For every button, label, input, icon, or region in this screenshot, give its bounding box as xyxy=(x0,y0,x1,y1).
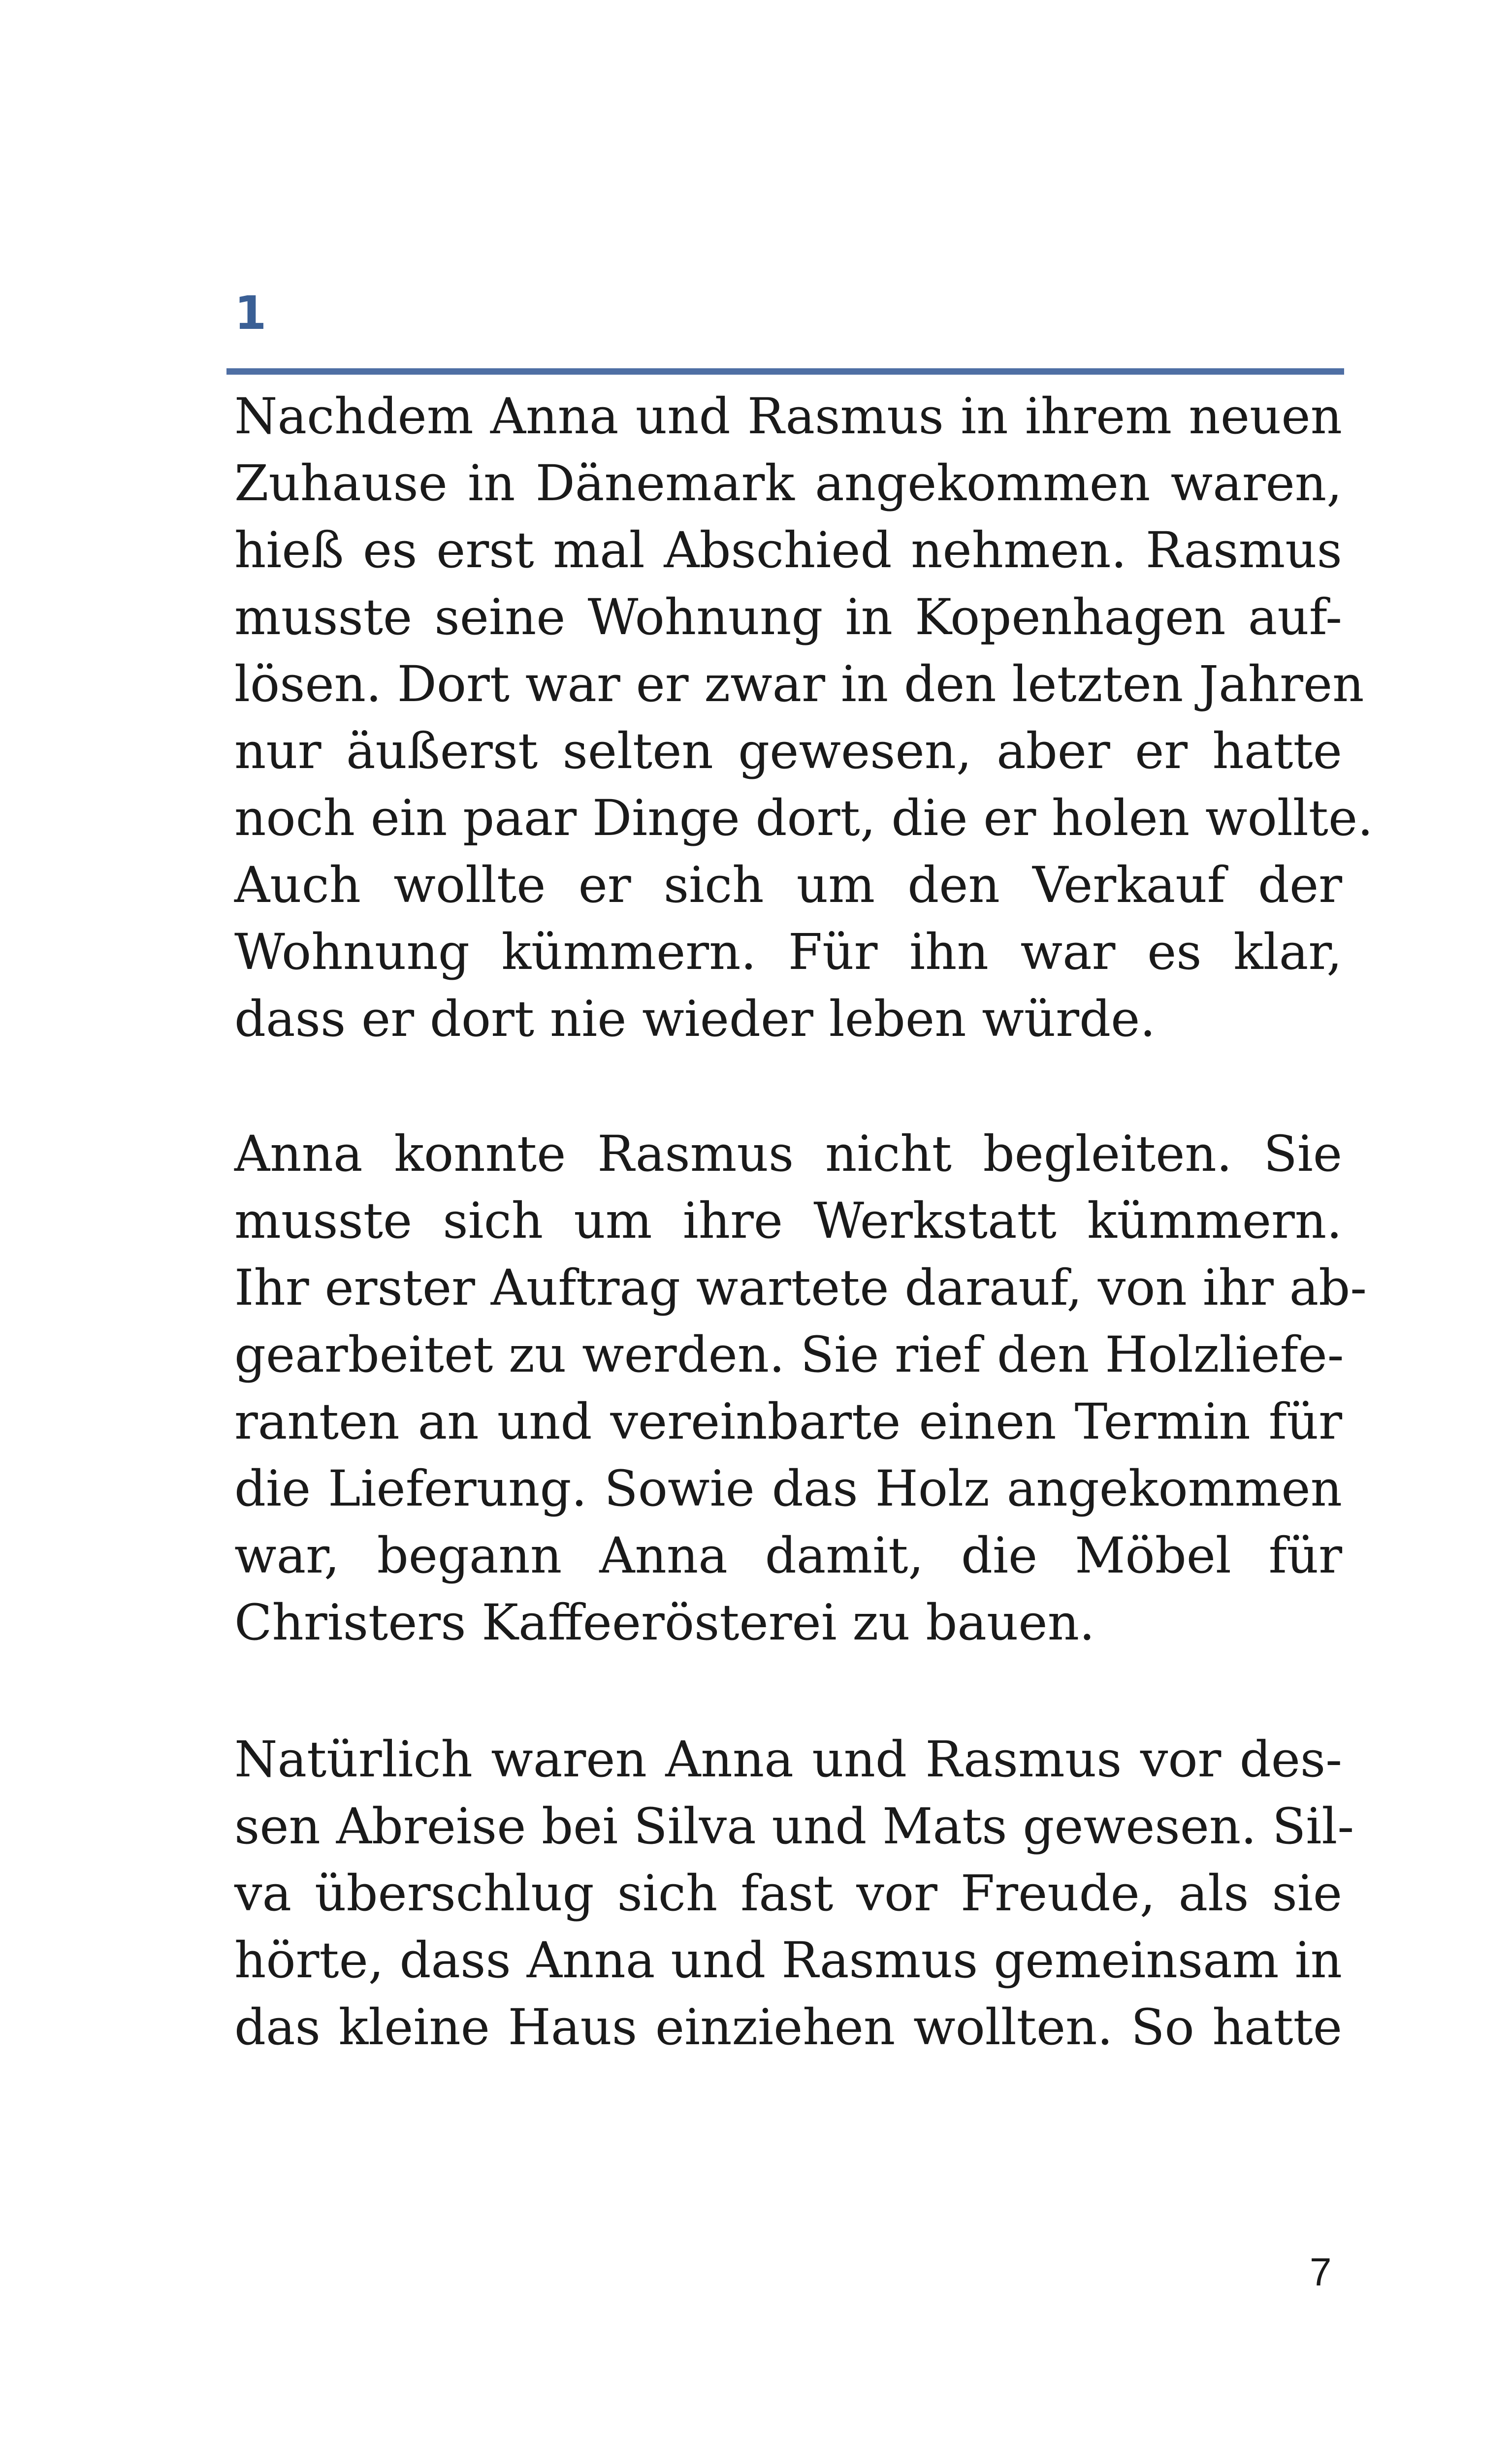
text-line: ranten an und vereinbarte einen Termin für xyxy=(234,1393,1342,1450)
text-line: gearbeitet zu werden. Sie rief den Holzliefe- xyxy=(234,1326,1344,1383)
text-line: hörte, dass Anna und Rasmus gemeinsam in xyxy=(234,1931,1342,1989)
text-line: Auch wollte er sich um den Verkauf der xyxy=(234,856,1342,914)
paragraph-1 xyxy=(234,383,1373,1053)
text-line: Natürlich waren Anna und Rasmus vor des- xyxy=(234,1731,1342,1788)
text-line: Nachdem Anna und Rasmus in ihrem neuen xyxy=(234,387,1342,445)
text-line: Ihr erster Auftrag wartete darauf, von ihr ab- xyxy=(234,1259,1367,1317)
paragraph-3 xyxy=(234,1726,1354,2061)
page-number: 7 xyxy=(1310,2250,1332,2294)
text-line: Christers Kaffeerösterei zu bauen. xyxy=(234,1594,1095,1651)
text-line: dass er dort nie wieder leben würde. xyxy=(234,990,1156,1048)
text-line: noch ein paar Dinge dort, die er holen wollte. xyxy=(234,789,1373,847)
text-line: die Lieferung. Sowie das Holz angekommen xyxy=(234,1460,1342,1517)
text-line: sen Abreise bei Silva und Mats gewesen. Sil- xyxy=(234,1798,1354,1855)
text-line: musste seine Wohnung in Kopenhagen auf- xyxy=(234,588,1342,646)
text-line: war, begann Anna damit, die Möbel für xyxy=(234,1527,1342,1584)
chapter-number: 1 xyxy=(234,287,267,340)
text-line: nur äußerst selten gewesen, aber er hatte xyxy=(234,722,1342,780)
chapter-divider xyxy=(226,368,1344,375)
text-line: hieß es erst mal Abschied nehmen. Rasmus xyxy=(234,521,1342,579)
text-line: musste sich um ihre Werkstatt kümmern. xyxy=(234,1192,1342,1250)
text-line: das kleine Haus einziehen wollten. So hatte xyxy=(234,1998,1342,2056)
text-line: Zuhause in Dänemark angekommen waren, xyxy=(234,454,1342,512)
text-line: lösen. Dort war er zwar in den letzten Jahren xyxy=(234,655,1364,713)
paragraph-2 xyxy=(234,1121,1367,1656)
text-line: Anna konnte Rasmus nicht begleiten. Sie xyxy=(234,1125,1342,1183)
text-line: Wohnung kümmern. Für ihn war es klar, xyxy=(234,923,1342,981)
text-line: va überschlug sich fast vor Freude, als sie xyxy=(234,1864,1342,1922)
